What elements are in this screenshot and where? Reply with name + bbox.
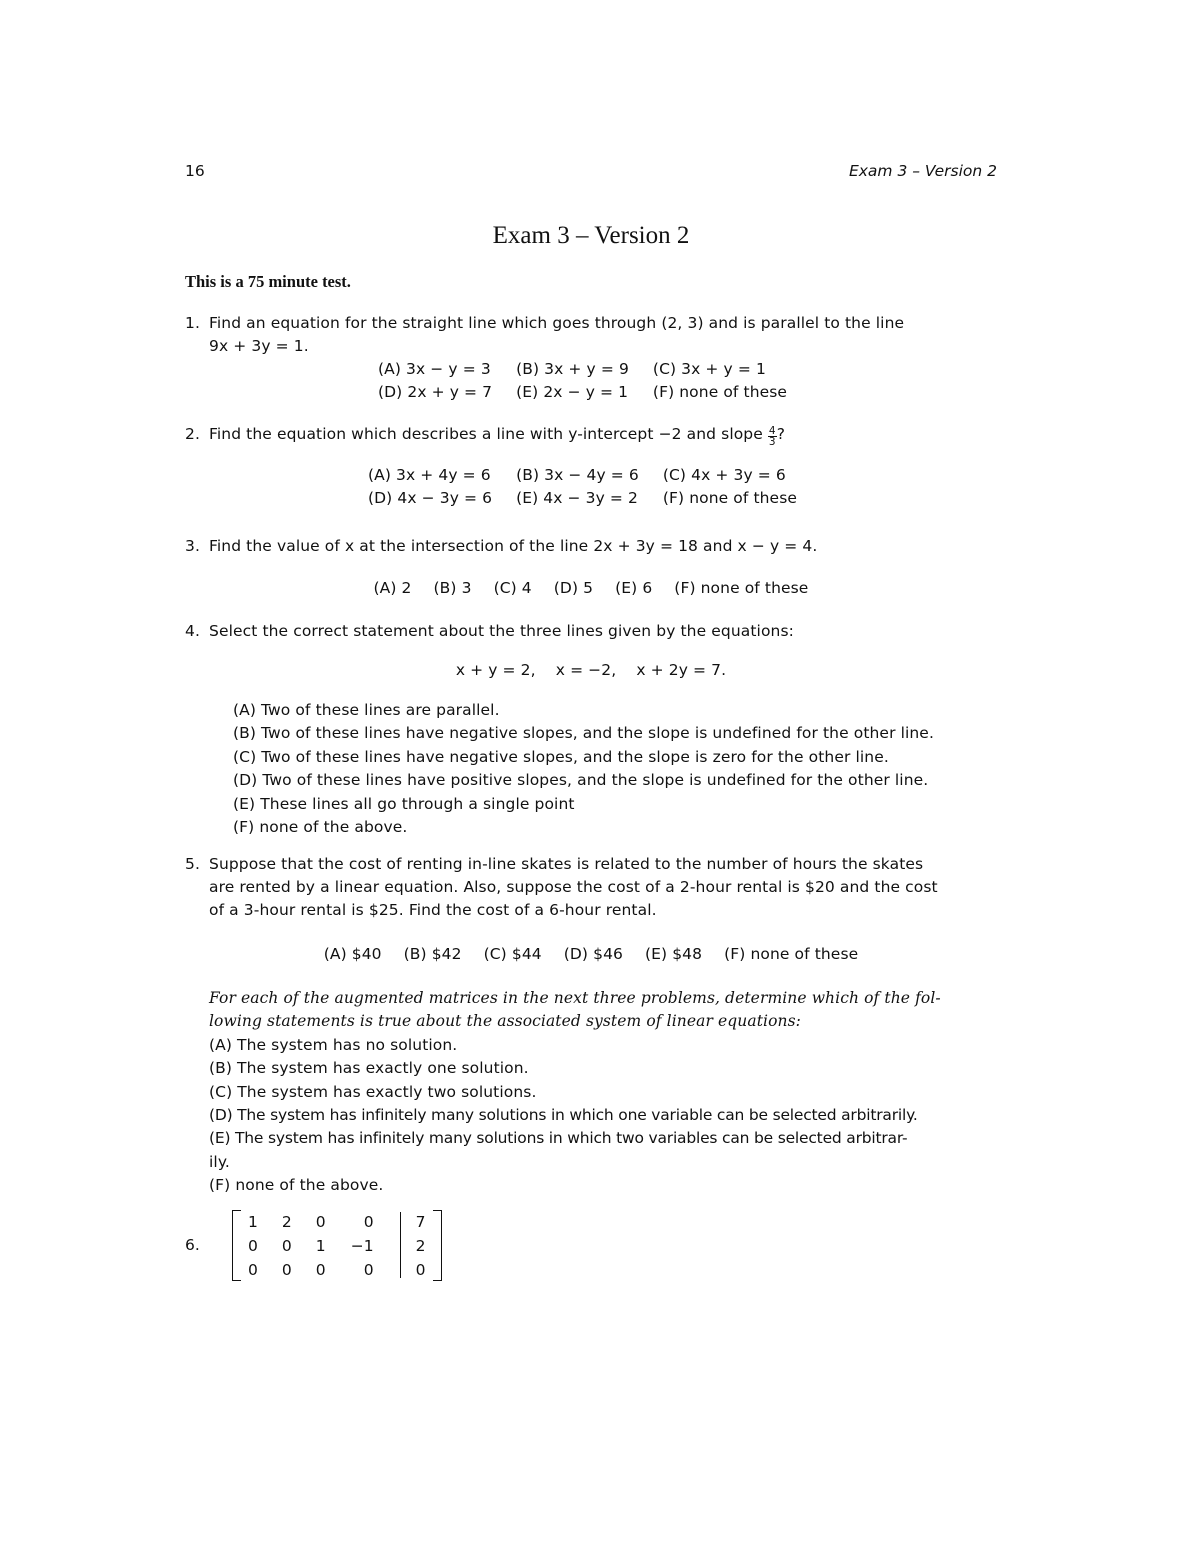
option-e[interactable]: (E) $48 xyxy=(645,945,703,963)
answer-options xyxy=(185,943,997,966)
question-text-line-2: are rented by a linear equation. Also, suppose the cost of a 2-hour rental is $20 and the cost xyxy=(209,878,938,896)
matrix-row xyxy=(236,1234,438,1258)
matrix-cell: 7 xyxy=(415,1213,426,1231)
option-d[interactable]: (D) $46 xyxy=(563,945,623,963)
answer-options xyxy=(185,577,997,600)
option-b[interactable]: (B) Two of these lines have negative slopes, and the slope is undefined for the other line. xyxy=(233,724,934,743)
question-number: 4. xyxy=(185,622,200,640)
instructions-line-2: lowing statements is true about the associated system of linear equations: xyxy=(209,1012,801,1031)
augmented-matrix xyxy=(232,1210,442,1282)
question-text: Select the correct statement about the three lines given by the equations: xyxy=(209,622,794,640)
matrix-cell: 0 xyxy=(315,1261,326,1279)
statement-d: (D) The system has infinitely many solutions in which one variable can be selected arbitrarily. xyxy=(209,1106,918,1125)
option-f[interactable]: (F) none of these xyxy=(674,579,809,597)
running-title: Exam 3 – Version 2 xyxy=(848,162,997,180)
statement-e-continued: ily. xyxy=(209,1152,230,1171)
statement-c: (C) The system has exactly two solutions. xyxy=(209,1082,537,1101)
option-e[interactable]: (E) 6 xyxy=(615,579,653,597)
question-text-line-3: of a 3-hour rental is $25. Find the cost of a 6-hour rental. xyxy=(209,901,657,919)
question-number: 3. xyxy=(185,537,200,555)
page-number: 16 xyxy=(185,162,205,180)
option-c[interactable]: (C) $44 xyxy=(483,945,542,963)
option-b[interactable]: (B) 3x − 4y = 6 xyxy=(516,466,639,484)
option-d[interactable]: (D) 2x + y = 7 xyxy=(378,383,493,402)
option-e[interactable]: (E) These lines all go through a single point xyxy=(233,794,575,813)
question-number: 1. xyxy=(185,314,200,332)
matrix-instructions xyxy=(209,987,999,1198)
option-d[interactable]: (D) 4x − 3y = 6 xyxy=(368,489,493,508)
option-a[interactable]: (A) Two of these lines are parallel. xyxy=(233,701,500,719)
question-number: 2. xyxy=(185,425,200,443)
matrix-cell: 1 xyxy=(315,1237,326,1255)
matrix-cell: 0 xyxy=(415,1261,426,1279)
matrix-cell: 2 xyxy=(415,1237,426,1255)
option-b[interactable]: (B) $42 xyxy=(403,945,462,963)
matrix-row xyxy=(236,1258,438,1282)
question-1 xyxy=(185,312,997,402)
question-text: Find the value of x at the intersection of the line 2x + 3y = 18 and x − y = 4. xyxy=(209,537,818,555)
question-text: Find the equation which describes a line with y-intercept −2 and slope $\frac{4}{3}$ ? xyxy=(209,425,786,448)
statement-a: (A) The system has no solution. xyxy=(209,1035,458,1054)
matrix-cell: −1 xyxy=(350,1237,374,1255)
statement-f: (F) none of the above. xyxy=(209,1176,384,1195)
statement-e: (E) The system has infinitely many solutions in which two variables can be selected arbitrar- xyxy=(209,1129,908,1148)
matrix-cell: 0 xyxy=(363,1261,374,1279)
page-title: Exam 3 – Version 2 xyxy=(492,222,690,249)
question-2 xyxy=(185,423,997,513)
option-f[interactable]: (F) none of the above. xyxy=(233,818,408,837)
option-a[interactable]: (A) 3x − y = 3 xyxy=(378,360,491,378)
option-a[interactable]: (A) 2 xyxy=(373,579,412,597)
question-text-line-2: 9x + 3y = 1. xyxy=(209,337,309,355)
matrix-cell: 0 xyxy=(363,1213,374,1231)
option-c[interactable]: (C) 3x + y = 1 xyxy=(652,360,766,378)
question-5 xyxy=(185,853,997,973)
question-text-line-1: Suppose that the cost of renting in-line skates is related to the number of hours the skates xyxy=(209,855,924,873)
option-b[interactable]: (B) 3 xyxy=(433,579,472,597)
slope-fraction: $\frac{4}{3}$ xyxy=(768,425,776,448)
line-equations: x + y = 2, x = −2, x + 2y = 7. xyxy=(455,661,727,679)
test-duration-note: This is a 75 minute test. xyxy=(185,272,351,291)
question-3 xyxy=(185,535,997,605)
option-e[interactable]: (E) 2x − y = 1 xyxy=(516,383,629,402)
matrix-table xyxy=(236,1210,438,1282)
option-a[interactable]: (A) 3x + 4y = 6 xyxy=(368,466,491,484)
option-c[interactable]: (C) Two of these lines have negative slopes, and the slope is zero for the other line. xyxy=(233,747,889,766)
matrix-cell: 0 xyxy=(281,1261,292,1279)
option-e[interactable]: (E) 4x − 3y = 2 xyxy=(516,489,639,508)
option-f[interactable]: (F) none of these xyxy=(662,489,798,508)
option-c[interactable]: (C) 4 xyxy=(493,579,532,597)
matrix-cell: 2 xyxy=(281,1213,292,1231)
matrix-row xyxy=(236,1210,438,1234)
option-b[interactable]: (B) 3x + y = 9 xyxy=(516,360,629,378)
question-6-number: 6. xyxy=(185,1236,200,1254)
answer-options xyxy=(233,699,934,839)
statement-b: (B) The system has exactly one solution. xyxy=(209,1059,529,1078)
question-4 xyxy=(185,620,997,840)
question-text-line-1: Find an equation for the straight line which goes through (2, 3) and is parallel to the line xyxy=(209,314,905,332)
answer-options xyxy=(378,358,787,405)
matrix-cell: 0 xyxy=(315,1213,326,1231)
matrix-cell: 0 xyxy=(281,1237,292,1255)
option-a[interactable]: (A) $40 xyxy=(323,945,382,963)
option-f[interactable]: (F) none of these xyxy=(652,383,788,402)
matrix-cell: 0 xyxy=(248,1261,258,1279)
question-number: 5. xyxy=(185,855,200,873)
option-f[interactable]: (F) none of these xyxy=(724,945,859,963)
matrix-cell: 1 xyxy=(248,1213,258,1231)
option-d[interactable]: (D) Two of these lines have positive slopes, and the slope is undefined for the other line. xyxy=(233,771,929,790)
answer-options xyxy=(368,464,797,511)
instructions-line-1: For each of the augmented matrices in the next three problems, determine which of the fol- xyxy=(209,989,941,1007)
matrix-cell: 0 xyxy=(248,1237,258,1255)
option-d[interactable]: (D) 5 xyxy=(553,579,594,597)
option-c[interactable]: (C) 4x + 3y = 6 xyxy=(662,466,786,484)
